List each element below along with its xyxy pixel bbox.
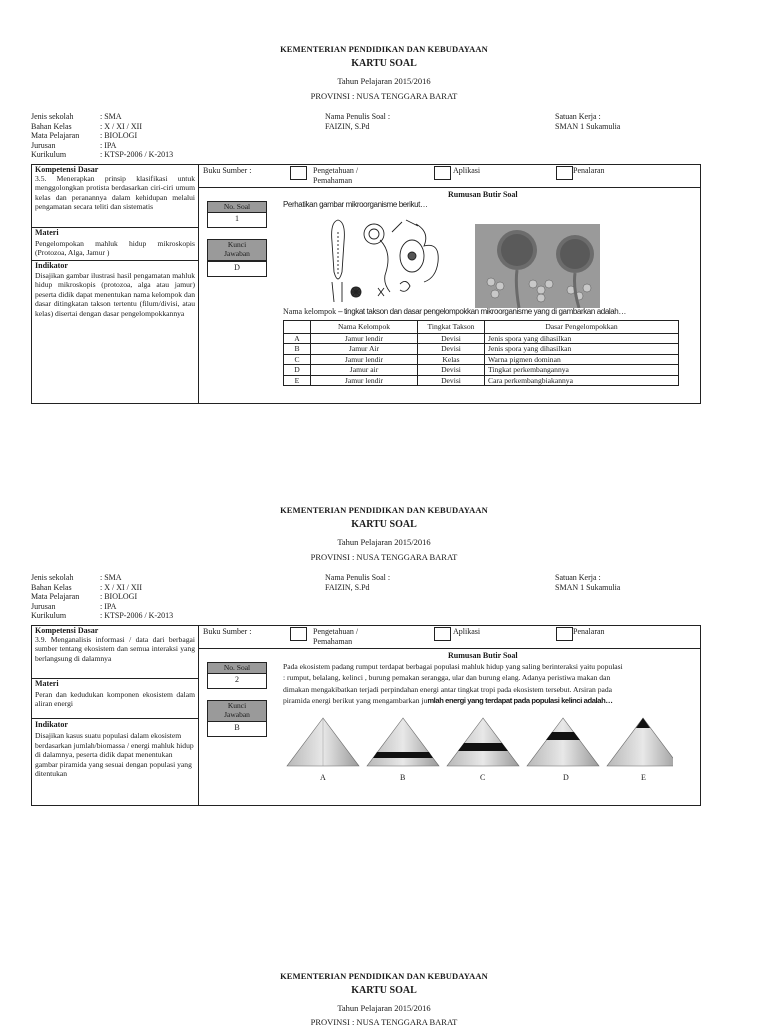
answer-table-1 [283, 320, 679, 386]
opt-penalaran-2: Penalaran [573, 627, 605, 636]
ministry-title-3: KEMENTERIAN PENDIDIKAN DAN KEBUDAYAAN [280, 971, 488, 981]
opt-pengetahuan-2: Pengetahuan / Pemahaman [313, 627, 359, 646]
materi-label-1: Materi [35, 228, 59, 237]
question-text-1b: Nama kelompok – tingkat takson dan dasar pengelompokkan mikroorganisme yang di gambarkan adalah… [283, 307, 626, 316]
materi-text-2: Peran dan kedudukan komponen ekosistem dalam aliran energi [35, 690, 195, 709]
kunci-value-2: B [207, 721, 267, 737]
table-row: C Jamur lendir Kelas Warna pigmen dominan [284, 354, 679, 364]
rumusan-label-1: Rumusan Butir Soal [448, 190, 518, 199]
pyramid-c[interactable] [447, 718, 519, 766]
kd-label-2: Kompetensi Dasar [35, 626, 99, 635]
kunci-value-1: D [207, 261, 267, 277]
indikator-label-2: Indikator [35, 720, 68, 729]
meta-labels-2: Jenis sekolah Bahan Kelas Mata Pelajaran Jurusan Kurikulum [31, 573, 80, 621]
pyramid-e[interactable] [607, 718, 673, 766]
option-label-b: B [400, 773, 406, 782]
kd-label-1: Kompetensi Dasar [35, 165, 99, 174]
school-year-1: Tahun Pelajaran 2015/2016 [337, 76, 431, 86]
no-soal-value-1: 1 [207, 212, 267, 228]
unit-1: Satuan Kerja : SMAN 1 Sukamulia [555, 112, 621, 131]
school-year-2: Tahun Pelajaran 2015/2016 [337, 537, 431, 547]
province-1: PROVINSI : NUSA TENGGARA BARAT [310, 91, 458, 101]
checkbox-pengetahuan-2[interactable] [290, 627, 307, 641]
card-title-3: KARTU SOAL [351, 985, 417, 996]
kunci-label-2: Kunci Jawaban [207, 700, 267, 722]
kunci-label-1: Kunci Jawaban [207, 239, 267, 261]
card-title-1: KARTU SOAL [351, 58, 417, 69]
kd-text-2: 3.9. Menganalisis informasi / data dari berbagai sumber tentang ekosistem dan semua interaksi yang berlangsung di dalamnya [35, 635, 195, 663]
opt-aplikasi-2: Aplikasi [453, 627, 481, 636]
province-2: PROVINSI : NUSA TENGGARA BARAT [310, 552, 458, 562]
pyramid-options [283, 714, 673, 784]
option-label-e: E [641, 773, 646, 782]
meta-values-2: : SMA : X / XI / XII : BIOLOGI : IPA : KTSP-2006 / K-2013 [100, 573, 174, 621]
no-soal-value-2: 2 [207, 673, 267, 689]
question-text-2: Pada ekosistem padang rumput terdapat berbagai populasi mahluk hidup yang saling berinteraksi yaitu populasi : rumput, belalang, kelinci , burung pemakan serangga, ular dan burung elang. Adanya peristiwa makan dan dimakan mengakibatkan terjadi perpindahan energi antar tingkat tropi pada ekosistem tersebut. Arsiran pada piramida energi berikut yang mengambarkan jumlah energi yang terdapat pada populasi kelinci adalah… [283, 662, 623, 705]
buku-sumber-1: Buku Sumber : [203, 166, 252, 175]
table-row: A Jamur lendir Devisi Jenis spora yang dihasilkan [284, 334, 679, 344]
table-row: D Jamur air Devisi Tingkat perkembangannya [284, 365, 679, 375]
unit-2: Satuan Kerja : SMAN 1 Sukamulia [555, 573, 621, 592]
checkbox-penalaran-2[interactable] [556, 627, 573, 641]
opt-pengetahuan-1: Pengetahuan / Pemahaman [313, 166, 359, 185]
author-2: Nama Penulis Soal : FAIZIN, S.Pd [325, 573, 391, 592]
materi-label-2: Materi [35, 679, 59, 688]
rumusan-label-2: Rumusan Butir Soal [448, 651, 518, 660]
school-year-3: Tahun Pelajaran 2015/2016 [337, 1003, 431, 1013]
table-header-row: Nama Kelompok Tingkat Takson Dasar Pengelompokkan [284, 321, 679, 334]
no-soal-label-1: No. Soal [207, 201, 267, 213]
province-3: PROVINSI : NUSA TENGGARA BARAT [310, 1017, 458, 1027]
opt-aplikasi-1: Aplikasi [453, 166, 481, 175]
card-title-2: KARTU SOAL [351, 519, 417, 530]
question-text-1: Perhatikan gambar mikroorganisme berikut… [283, 200, 428, 209]
buku-sumber-2: Buku Sumber : [203, 627, 252, 636]
checkbox-pengetahuan-1[interactable] [290, 166, 307, 180]
meta-labels-1: Jenis sekolah Bahan Kelas Mata Pelajaran Jurusan Kurikulum [31, 112, 80, 160]
ministry-title-1: KEMENTERIAN PENDIDIKAN DAN KEBUDAYAAN [280, 44, 488, 54]
indikator-label-1: Indikator [35, 261, 68, 270]
option-label-a: A [320, 773, 326, 782]
pyramid-d[interactable] [527, 718, 599, 766]
author-1: Nama Penulis Soal : FAIZIN, S.Pd [325, 112, 391, 131]
option-label-d: D [563, 773, 569, 782]
checkbox-penalaran-1[interactable] [556, 166, 573, 180]
microscope-photo [475, 224, 600, 308]
indikator-text-2: Disajikan kasus suatu populasi dalam ekosistem berdasarkan jumlah/biomassa / energi mahluk hidup di dalamnya, peserta didik dapat menentukan gambar piramida yang sesuai dengan populasi yang ditentukan [35, 731, 194, 779]
option-label-c: C [480, 773, 486, 782]
table-row: E Jamur lendir Devisi Cara perkembangbiakannya [284, 375, 679, 385]
opt-penalaran-1: Penalaran [573, 166, 605, 175]
materi-text-1: Pengelompokan mahluk hidup mikroskopis (Protozoa, Alga, Jamur ) [35, 239, 195, 258]
meta-values-1: : SMA : X / XI / XII : BIOLOGI : IPA : KTSP-2006 / K-2013 [100, 112, 174, 160]
no-soal-label-2: No. Soal [207, 662, 267, 674]
table-row: B Jamur Air Devisi Jenis spora yang dihasilkan [284, 344, 679, 354]
pyramid-a[interactable] [287, 718, 359, 766]
pyramid-b[interactable] [367, 718, 439, 766]
kd-text-1: 3.5. Menerapkan prinsip klasifikasi untuk menggolongkan protista berdasarkan ciri-ciri umum kelas dan peranannya dalam kehidupan melalui pengamatan secara teliti dan sistematis [35, 174, 195, 212]
checkbox-aplikasi-2[interactable] [434, 627, 451, 641]
microorganism-drawing [320, 212, 470, 308]
ministry-title-2: KEMENTERIAN PENDIDIKAN DAN KEBUDAYAAN [280, 505, 488, 515]
checkbox-aplikasi-1[interactable] [434, 166, 451, 180]
indikator-text-1: Disajikan gambar ilustrasi hasil pengamatan mahluk hidup mikroskopis (protozoa, alga atau jamur) peserta didik dapat menentukan nama kelompok dan dasar ditingkatan takson tertentu (filum/divisi, atau kelas) disertai dengan dasar pengelompokkannya [35, 271, 195, 318]
